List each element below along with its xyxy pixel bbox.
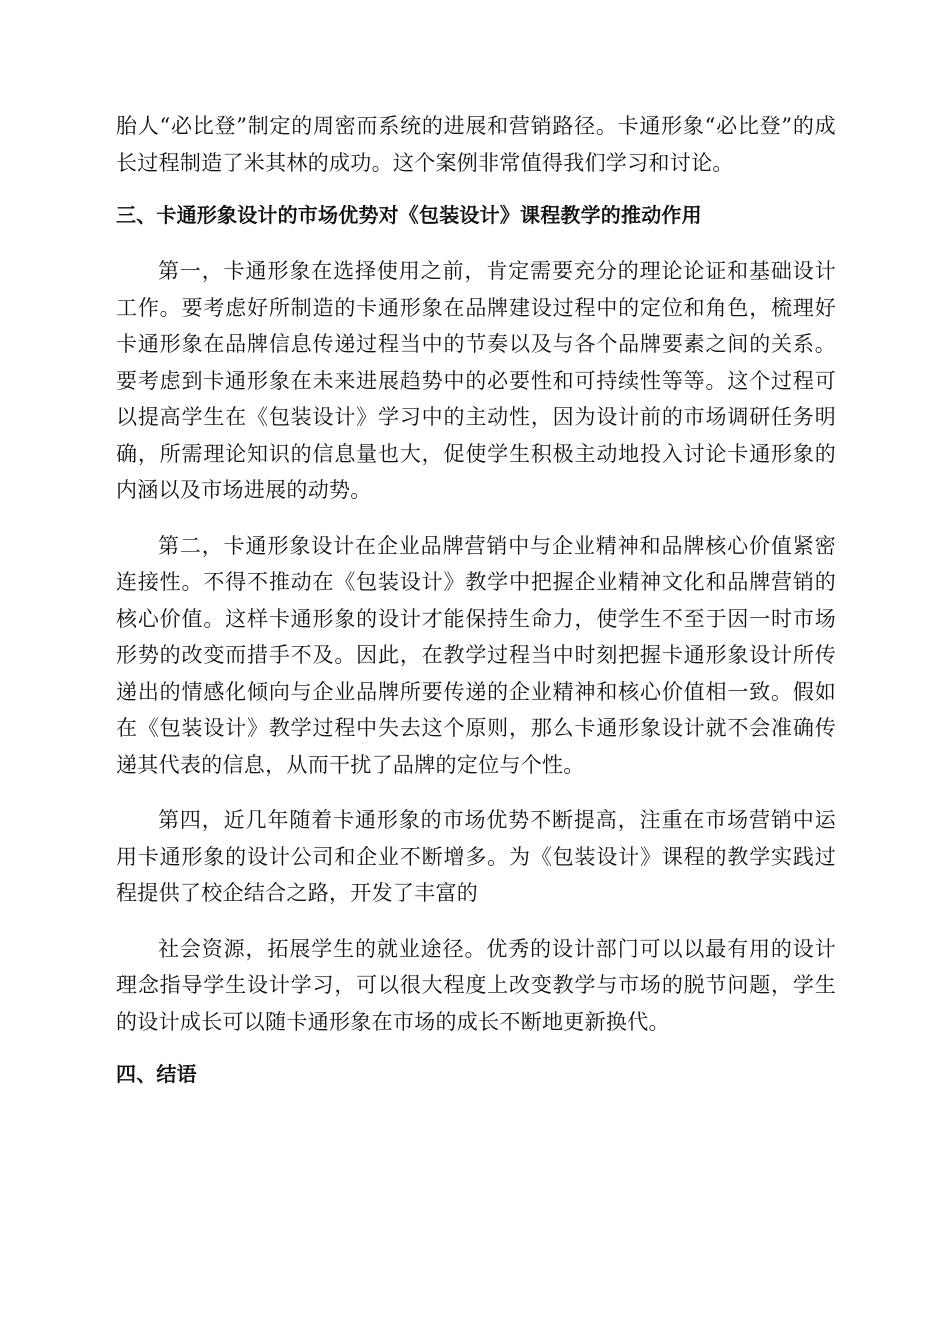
paragraph-fourth: 第四，近几年随着卡通形象的市场优势不断提高，注重在市场营销中运用卡通形象的设计公司和企业不断增多。为《包装设计》课程的教学实践过程提供了校企结合之路，开发了丰富的 [116, 808, 836, 905]
document-page [116, 108, 836, 1092]
paragraph-first: 第一，卡通形象在选择使用之前，肯定需要充分的理论论证和基础设计工作。要考虑好所制造的卡通形象在品牌建设过程中的定位和角色，梳理好卡通形象在品牌信息传递过程当中的节奏以及与各个品牌要素之间的关系。要考虑到卡通形象在未来进展趋势中的必要性和可持续性等等。这个过程可以提高学生在《包装设计》学习中的主动性，因为设计前的市场调研任务明确，所需理论知识的信息量也大，促使学生积极主动地投入讨论卡通形象的内涵以及市场进展的动势。 [116, 259, 836, 502]
paragraph-fourth-continued: 社会资源，拓展学生的就业途径。优秀的设计部门可以以最有用的设计理念指导学生设计学习，可以很大程度上改变教学与市场的脱节问题，学生的设计成长可以随卡通形象在市场的成长不断地更新换代。 [116, 936, 836, 1034]
section-heading-4: 四、结语 [116, 1062, 197, 1086]
section-heading-3: 三、卡通形象设计的市场优势对《包装设计》课程教学的推动作用 [116, 203, 702, 227]
paragraph-intro: 胎人“必比登”制定的周密而系统的进展和营销路径。卡通形象“必比登”的成长过程制造了米其林的成功。这个案例非常值得我们学习和讨论。 [116, 114, 836, 175]
paragraph-second: 第二，卡通形象设计在企业品牌营销中与企业精神和品牌核心价值紧密连接性。不得不推动在《包装设计》教学中把握企业精神文化和品牌营销的核心价值。这样卡通形象的设计才能保持生命力，使学生不至于因一时市场形势的改变而措手不及。因此，在教学过程当中时刻把握卡通形象设计所传递出的情感化倾向与企业品牌所要传递的企业精神和核心价值相一致。假如在《包装设计》教学过程中失去这个原则，那么卡通形象设计就不会准确传递其代表的信息，从而干扰了品牌的定位与个性。 [116, 533, 836, 777]
